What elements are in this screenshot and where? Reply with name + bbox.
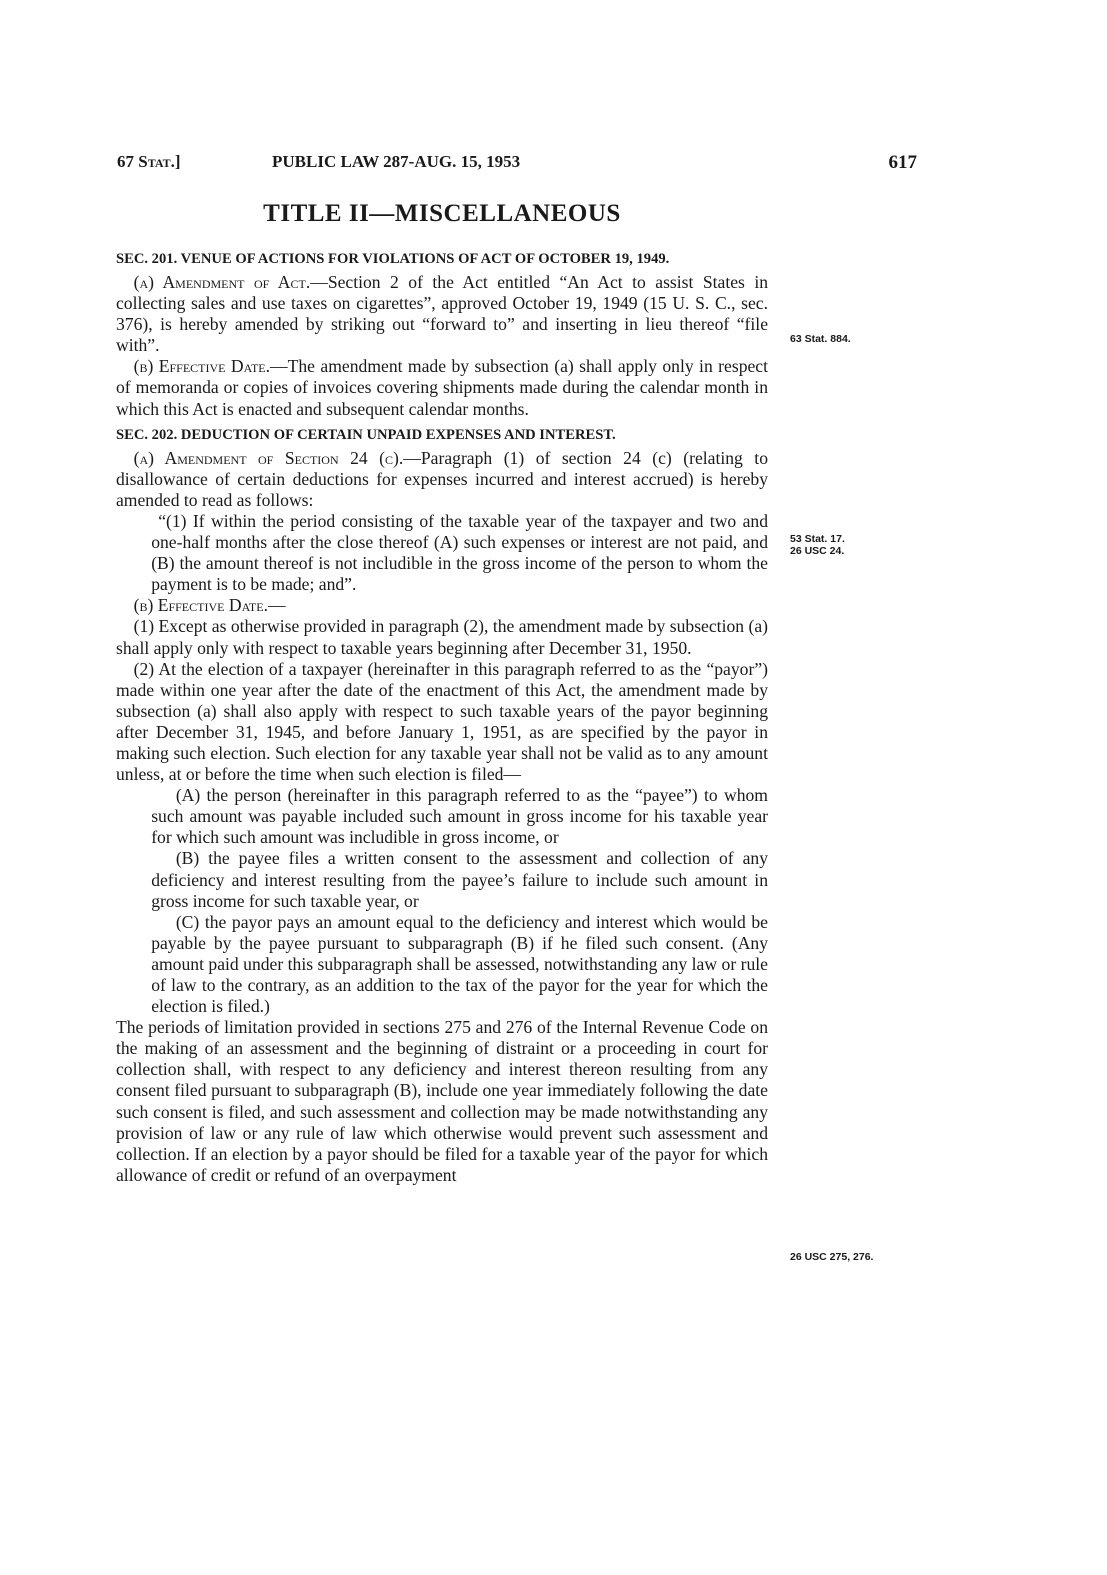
amended-paragraph-quote: “(1) If within the period consisting of the taxable year of the taxpayer and two and one-half months after the close thereof (A) such expenses or interest are not paid, and (B) the amount thereof is not includible in the gross income of the person to whom the payment is to be made; and”. bbox=[151, 510, 768, 595]
section-201-heading: SEC. 201. VENUE OF ACTIONS FOR VIOLATIONS OF ACT OF OCTOBER 19, 1949. bbox=[116, 251, 670, 267]
section-201-b bbox=[116, 356, 768, 419]
subsection-text: —Paragraph (1) of section 24 (c) (relating to disallowance of certain deductions for expenses incurred and interest accrued) is hereby amended to read as follows: bbox=[116, 447, 768, 510]
page-number: 617 bbox=[888, 152, 917, 173]
section-202-heading: SEC. 202. DEDUCTION OF CERTAIN UNPAID EXPENSES AND INTEREST. bbox=[116, 426, 616, 443]
margin-note: 63 Stat. 884. bbox=[790, 333, 851, 345]
law-citation: PUBLIC LAW 287-AUG. 15, 1953 bbox=[272, 152, 521, 171]
margin-note: 26 USC 275, 276. bbox=[790, 1251, 874, 1263]
subsection-text: —Section 2 of the Act entitled “An Act to assist States in collecting sales and use taxes on cigarettes”, approved October 19, 1949 (15 U. S. C., sec. 376), is hereby amended by striking out “forward to” and inserting in lieu thereof “file with”. bbox=[116, 272, 769, 356]
paragraph-b1: (1) Except as otherwise provided in paragraph (2), the amendment made by subsection (a) shall apply only with respect to taxable years beginning after December 31, 1950. bbox=[116, 616, 768, 658]
running-head bbox=[117, 152, 917, 174]
closing-paragraph: The periods of limitation provided in sections 275 and 276 of the Internal Revenue Code on the making of an assessment and the beginning of distraint or a proceeding in court for collection shall, with respect to any deficiency and interest thereon resulting from any consent filed pursuant to subparagraph (B), include one year immediately following the date such consent is filed, and such assessment and collection may be made notwithstanding any provision of law or any rule of law which otherwise would prevent such assessment and collection. If an election by a payor should be filed for a taxable year of the payor for which allowance of credit or refund of an overpayment bbox=[116, 1017, 768, 1185]
subparagraph-a: (A) the person (hereinafter in this paragraph referred to as the “payee”) to whom such amount was payable included such amount in gross income for his taxable year for which such amount was includible in gross income, or bbox=[151, 785, 768, 848]
paragraph-b2: (2) At the election of a taxpayer (hereinafter in this paragraph referred to as the “payor”) made within one year after the date of the enactment of this Act, the amendment made by subsection (a) shall also apply with respect to such taxable years of the payor beginning after December 31, 1945, and before January 1, 1951, as are specified by the payor in making such election. Such election for any taxable year shall not be valid as to any amount unless, at or before the time when such election is filed— bbox=[116, 658, 768, 785]
section-202-a bbox=[116, 448, 768, 511]
subsection-text: —The amendment made by subsection (a) shall apply only in respect of memoranda or copies of invoices covering shipments made during the calendar month in which this Act is enacted and subsequent calendar months. bbox=[116, 356, 768, 419]
section-202-b-heading: (b) Effective Date.— bbox=[133, 595, 286, 616]
margin-note: 53 Stat. 17. bbox=[790, 533, 845, 545]
statute-volume: 67 Stat.] bbox=[117, 152, 181, 171]
section-201-a bbox=[116, 272, 768, 356]
title-heading: TITLE II—MISCELLANEOUS bbox=[263, 200, 621, 227]
subsection-label: (a) Amendment of Section 24 (c). bbox=[133, 447, 404, 468]
subsection-label: (b) Effective Date. bbox=[133, 356, 271, 377]
margin-note: 26 USC 24. bbox=[790, 545, 845, 557]
subsection-label: (a) Amendment of Act. bbox=[133, 272, 311, 292]
subparagraph-b: (B) the payee files a written consent to the assessment and collection of any deficiency and interest resulting from the payee’s failure to include such amount in gross income for such taxable year, or bbox=[151, 848, 768, 911]
subparagraph-c: (C) the payor pays an amount equal to the deficiency and interest which would be payable by the payee pursuant to subparagraph (B) if he filed such consent. (Any amount paid under this subparagraph shall be assessed, notwithstanding any law or rule of law to the contrary, as an addition to the tax of the payor for the year for which the election is filed.) bbox=[151, 911, 768, 1017]
body-text bbox=[116, 250, 768, 1186]
